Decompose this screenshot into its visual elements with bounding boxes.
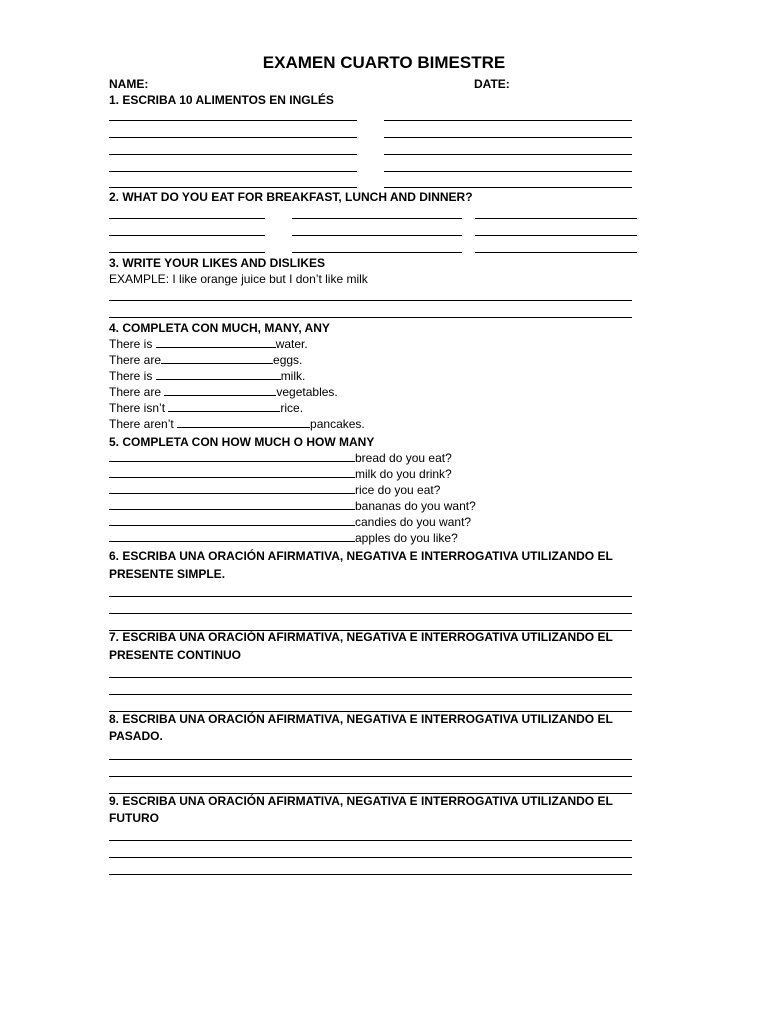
fill-in-sentence xyxy=(109,369,305,383)
answer-line[interactable] xyxy=(475,218,637,219)
fill-in-sentence xyxy=(109,337,308,351)
answer-line[interactable] xyxy=(109,857,632,858)
question-1-title: 1. ESCRIBA 10 ALIMENTOS EN INGLÉS xyxy=(109,93,334,107)
answer-line[interactable] xyxy=(292,252,462,253)
question-2-title: 2. WHAT DO YOU EAT FOR BREAKFAST, LUNCH AND DINNER? xyxy=(109,190,473,204)
sentence-suffix: vegetables. xyxy=(276,385,338,399)
answer-line[interactable] xyxy=(109,677,632,678)
answer-line[interactable] xyxy=(384,171,632,172)
blank-field[interactable] xyxy=(156,337,276,348)
sentence-suffix: milk do you drink? xyxy=(355,467,452,481)
blank-field[interactable] xyxy=(168,401,280,412)
question-6-title: 6. ESCRIBA UNA ORACIÓN AFIRMATIVA, NEGATIVA E INTERROGATIVA UTILIZANDO EL xyxy=(109,549,613,563)
fill-in-sentence xyxy=(109,385,338,399)
answer-line[interactable] xyxy=(475,235,637,236)
sentence-suffix: milk. xyxy=(280,369,306,383)
question-3-title: 3. WRITE YOUR LIKES AND DISLIKES xyxy=(109,256,326,270)
blank-field[interactable] xyxy=(161,353,273,364)
answer-line[interactable] xyxy=(109,120,357,121)
answer-line[interactable] xyxy=(109,235,265,236)
answer-line[interactable] xyxy=(292,218,462,219)
date-label: DATE: xyxy=(474,77,510,91)
page-title: EXAMEN CUARTO BIMESTRE xyxy=(262,53,506,72)
fill-in-sentence xyxy=(109,451,452,465)
question-7-title: 7. ESCRIBA UNA ORACIÓN AFIRMATIVA, NEGATIVA E INTERROGATIVA UTILIZANDO EL xyxy=(109,630,613,644)
answer-line[interactable] xyxy=(109,874,632,875)
sentence-suffix: bananas do you want? xyxy=(355,499,476,513)
sentence-suffix: candies do you want? xyxy=(355,515,472,529)
sentence-prefix: There is xyxy=(109,337,156,351)
answer-line[interactable] xyxy=(109,218,265,219)
blank-field[interactable] xyxy=(109,531,355,542)
question-8-title: 8. ESCRIBA UNA ORACIÓN AFIRMATIVA, NEGATIVA E INTERROGATIVA UTILIZANDO EL xyxy=(109,712,613,726)
sentence-prefix: There aren’t xyxy=(109,417,178,431)
answer-line[interactable] xyxy=(109,187,357,188)
name-label: NAME: xyxy=(109,77,149,91)
question-4-title: 4. COMPLETA CON MUCH, MANY, ANY xyxy=(109,321,330,335)
question-3-example: EXAMPLE: I like orange juice but I don’t like milk xyxy=(109,272,368,286)
answer-line[interactable] xyxy=(109,154,357,155)
sentence-suffix: rice. xyxy=(280,401,304,415)
answer-line[interactable] xyxy=(475,252,637,253)
question-9-title-cont: FUTURO xyxy=(109,811,159,825)
sentence-suffix: bread do you eat? xyxy=(355,451,452,465)
fill-in-sentence xyxy=(109,467,452,481)
answer-line[interactable] xyxy=(109,300,632,301)
answer-line[interactable] xyxy=(384,137,632,138)
fill-in-sentence xyxy=(109,515,471,529)
blank-field[interactable] xyxy=(109,515,355,526)
sentence-prefix: There isn’t xyxy=(109,401,169,415)
answer-line[interactable] xyxy=(109,171,357,172)
answer-line[interactable] xyxy=(109,137,357,138)
blank-field[interactable] xyxy=(109,467,355,478)
blank-field[interactable] xyxy=(109,499,355,510)
fill-in-sentence xyxy=(109,483,440,497)
sentence-prefix: There are xyxy=(109,385,165,399)
answer-line[interactable] xyxy=(384,154,632,155)
question-5-title: 5. COMPLETA CON HOW MUCH O HOW MANY xyxy=(109,435,375,449)
fill-in-sentence xyxy=(109,353,302,367)
sentence-suffix: eggs. xyxy=(273,353,303,367)
blank-field[interactable] xyxy=(109,483,355,494)
answer-line[interactable] xyxy=(109,759,632,760)
answer-line[interactable] xyxy=(109,252,265,253)
fill-in-sentence xyxy=(109,401,303,415)
answer-line[interactable] xyxy=(109,613,632,614)
answer-line[interactable] xyxy=(384,120,632,121)
question-7-title-cont: PRESENTE CONTINUO xyxy=(109,648,242,662)
answer-line[interactable] xyxy=(109,317,632,318)
answer-line[interactable] xyxy=(109,694,632,695)
sentence-suffix: rice do you eat? xyxy=(355,483,441,497)
fill-in-sentence xyxy=(109,531,458,545)
question-8-title-cont: PASADO. xyxy=(109,729,163,743)
answer-line[interactable] xyxy=(109,840,632,841)
sentence-prefix: There are xyxy=(109,353,162,367)
question-9-title: 9. ESCRIBA UNA ORACIÓN AFIRMATIVA, NEGATIVA E INTERROGATIVA UTILIZANDO EL xyxy=(109,794,613,808)
answer-line[interactable] xyxy=(109,776,632,777)
question-6-title-cont: PRESENTE SIMPLE. xyxy=(109,567,226,581)
answer-line[interactable] xyxy=(292,235,462,236)
blank-field[interactable] xyxy=(177,417,310,428)
blank-field[interactable] xyxy=(156,369,281,380)
answer-line[interactable] xyxy=(384,187,632,188)
sentence-prefix: There is xyxy=(109,369,156,383)
answer-line[interactable] xyxy=(109,596,632,597)
sentence-suffix: pancakes. xyxy=(310,417,365,431)
fill-in-sentence xyxy=(109,499,476,513)
sentence-suffix: water. xyxy=(275,337,308,351)
sentence-suffix: apples do you like? xyxy=(355,531,458,545)
blank-field[interactable] xyxy=(109,451,355,462)
fill-in-sentence xyxy=(109,417,365,431)
blank-field[interactable] xyxy=(164,385,276,396)
